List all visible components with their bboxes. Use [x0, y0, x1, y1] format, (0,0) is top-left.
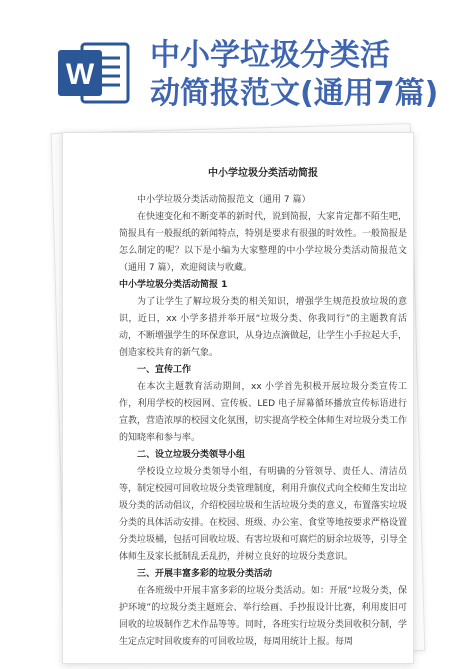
document-subtitle: 中小学垃圾分类活动简报范文（通用 7 篇） — [137, 195, 311, 205]
word-letter: W — [65, 58, 95, 91]
document-title: 中小学垃圾分类活动简报 — [208, 168, 318, 179]
paragraph-3: 学校设立垃圾分类领导小组，有明确的分管领导、责任人、清洁员等，制定校园可回收垃圾分类管理制度，利用升旗仪式向全校师生发出垃圾分类的活动倡议，介绍校园垃圾和生活垃圾分类的意义，布置落实垃圾分类的具体活动安排。在校园、班级、办公室、食堂等地按要求严格设置分类垃圾桶，包括可回收垃圾、有害垃圾和可腐烂的厨余垃圾等，引导全体师生及家长抵制乱丢乱扔，并树立良好的垃圾分类意识。 — [119, 467, 408, 562]
document-page — [62, 132, 414, 664]
subheading-publicity: 一、宣传工作 — [137, 365, 192, 375]
section-heading-1: 中小学垃圾分类活动简报 1 — [119, 280, 228, 290]
paragraph-2: 在本次主题教育活动期间，xx 小学首先积极开展垃圾分类宣传工作，利用学校的校园网、宣传板、LED 电子屏幕循环播放宣传标语进行宣教，营造浓厚的校园文化氛围，切实提高学校全体师生对垃圾分类工作的知晓率和参与率。 — [119, 382, 408, 443]
page-title-line-1: 中小学垃圾分类活 — [150, 38, 390, 73]
subheading-leadership-group: 二、设立垃圾分类领导小组 — [137, 450, 246, 460]
paragraph-1: 为了让学生了解垃圾分类的相关知识，增强学生规范投放垃圾的意识，近日，xx 小学多措并举开展“垃圾分类、你我同行”的主题教育活动，不断增强学生的环保意识，从身边点滴做起，让学生小手拉起大手，创造家校共育的新气象。 — [119, 297, 408, 358]
paragraph-4: 在各班级中开展丰富多彩的垃圾分类活动。如：开展“垃圾分类，保护环境”的垃圾分类主题班会、举行绘画、手抄报设计比赛，利用废旧可回收的垃圾制作艺术作品等等。同时，各班实行垃圾分类回收积分制，学生定点定时回收废弃的可回收垃圾，每周用统计上报。每周 — [119, 586, 408, 647]
intro-paragraph: 在快速变化和不断变革的新时代，说到简报，大家肯定都不陌生吧，简报具有一般报纸的新闻特点，特别是要求有很强的时效性。一般简报是怎么制定的呢？以下是小编为大家整理的中小学垃圾分类活动简报范文（通用 7 篇），欢迎阅读与收藏。 — [119, 212, 408, 273]
document-body — [119, 165, 407, 651]
subheading-activities: 三、开展丰富多彩的垃圾分类活动 — [137, 569, 273, 579]
word-document-icon — [56, 38, 132, 108]
header — [0, 0, 474, 120]
page-title-line-2: 动简报范文(通用7篇) — [150, 76, 439, 111]
